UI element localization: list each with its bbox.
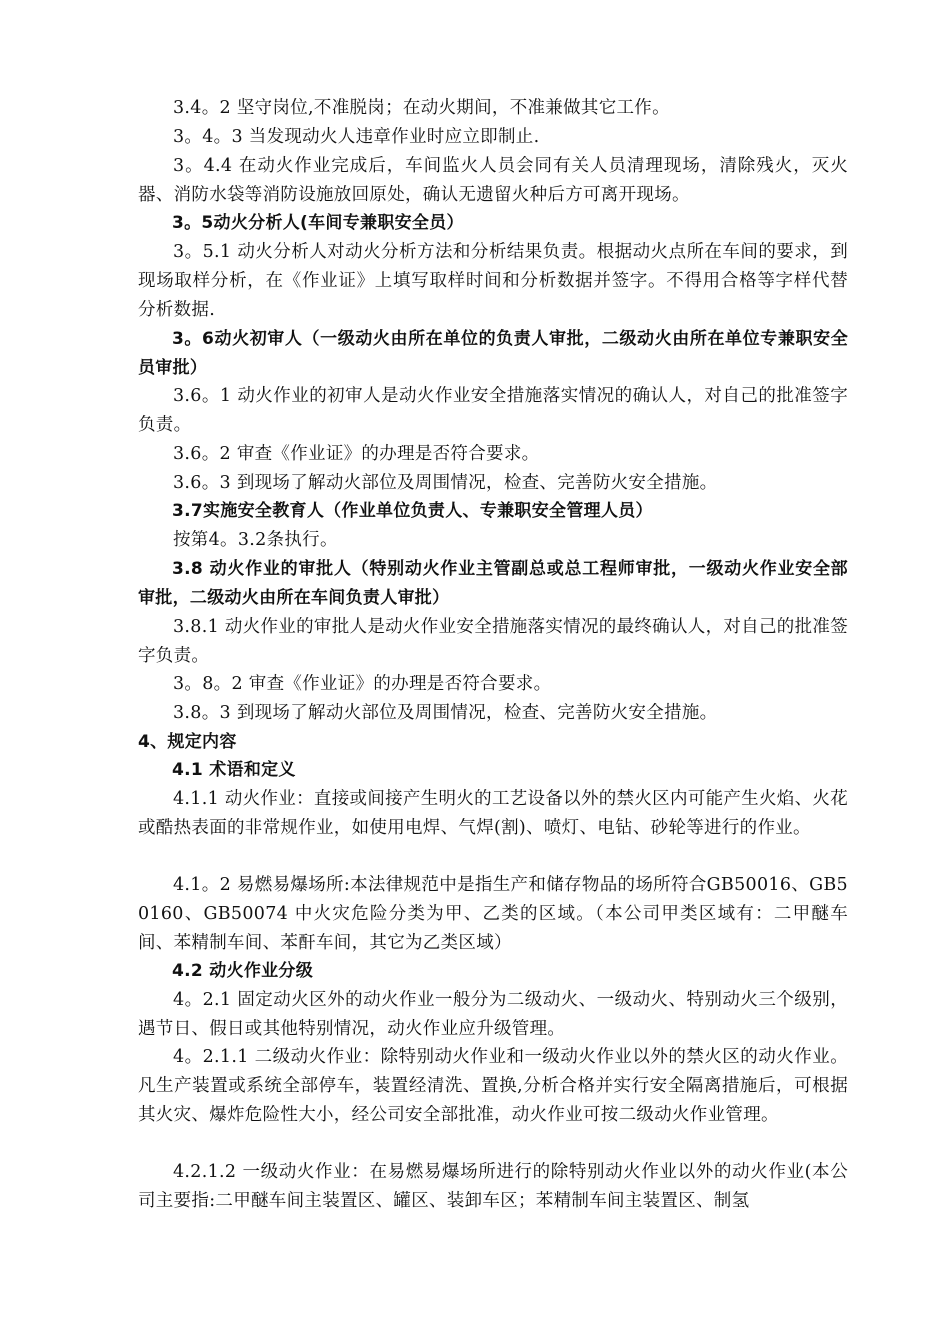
paragraph-3-8-2: 3。8。2 审查《作业证》的办理是否符合要求。 [173,674,552,694]
paragraph-3-6-3: 3.6。3 到现场了解动火部位及周围情况，检查、完善防火安全措施。 [173,473,718,493]
heading-3-6: 3。6动火初审人（一级动火由所在单位的负责人审批，二级动火由所在单位专兼职安全员审批） [138,329,848,378]
paragraph-3-4-3: 3。4。3 当发现动火人违章作业时应立即制止. [173,127,540,147]
heading-3-7: 3.7实施安全教育人（作业单位负责人、专兼职安全管理人员） [172,501,653,521]
paragraph-3-8-3: 3.8。3 到现场了解动火部位及周围情况，检查、完善防火安全措施。 [173,703,718,723]
paragraph-4-2-1-2: 4.2.1.2 一级动火作业：在易燃易爆场所进行的除特别动火作业以外的动火作业(本公司主要指:二甲醚车间主装置区、罐区、装卸车区；苯精制车间主装置区、制氢 [138,1162,848,1211]
paragraph-3-8-1: 3.8.1 动火作业的审批人是动火作业安全措施落实情况的最终确认人，对自己的批准签字负责。 [138,617,848,666]
heading-4-2: 4.2 动火作业分级 [172,961,314,981]
paragraph-3-6-2: 3.6。2 审查《作业证》的办理是否符合要求。 [173,444,540,464]
paragraph-3-5-1: 3。5.1 动火分析人对动火分析方法和分析结果负责。根据动火点所在车间的要求，到现场取样分析，在《作业证》上填写取样时间和分析数据并签字。不得用合格等字样代替分析数据. [138,242,848,320]
paragraph-3-4-4: 3。4.4 在动火作业完成后，车间监火人员会同有关人员清理现场，清除残火，灭火器、消防水袋等消防设施放回原处，确认无遗留火种后方可离开现场。 [138,156,848,205]
paragraph-4-1-2: 4.1。2 易燃易爆场所:本法律规范中是指生产和储存物品的场所符合GB50016、GB50160、GB50074 中火灾危险分类为甲、乙类的区域。（本公司甲类区域有：二甲醚车间、苯精制车间、苯酐车间，其它为乙类区域） [138,875,848,953]
heading-3-5: 3。5动火分析人(车间专兼职安全员） [172,213,464,233]
section-heading-4: 4、规定内容 [138,732,237,752]
paragraph-3-7-body: 按第4。3.2条执行。 [173,530,338,550]
paragraph-4-2-1: 4。2.1 固定动火区外的动火作业一般分为二级动火、一级动火、特别动火三个级别，遇节日、假日或其他特别情况，动火作业应升级管理。 [138,990,848,1039]
paragraph-3-6-1: 3.6。1 动火作业的初审人是动火作业安全措施落实情况的确认人，对自己的批准签字负责。 [138,386,848,435]
heading-3-8: 3.8 动火作业的审批人（特别动火作业主管副总或总工程师审批，一级动火作业安全部审批，二级动火由所在车间负责人审批） [138,559,848,608]
paragraph-4-1-1: 4.1.1 动火作业：直接或间接产生明火的工艺设备以外的禁火区内可能产生火焰、火花或酷热表面的非常规作业，如使用电焊、气焊(割)、喷灯、电钻、砂轮等进行的作业。 [138,789,848,838]
paragraph-3-4-2: 3.4。2 坚守岗位,不准脱岗；在动火期间，不准兼做其它工作。 [173,98,670,118]
paragraph-4-2-1-1: 4。2.1.1 二级动火作业：除特别动火作业和一级动火作业以外的禁火区的动火作业。凡生产装置或系统全部停车，装置经清洗、置换,分析合格并实行安全隔离措施后，可根据其火灾、爆炸危险性大小，经公司安全部批准，动火作业可按二级动火作业管理。 [138,1047,848,1125]
heading-4-1: 4.1 术语和定义 [172,760,296,780]
